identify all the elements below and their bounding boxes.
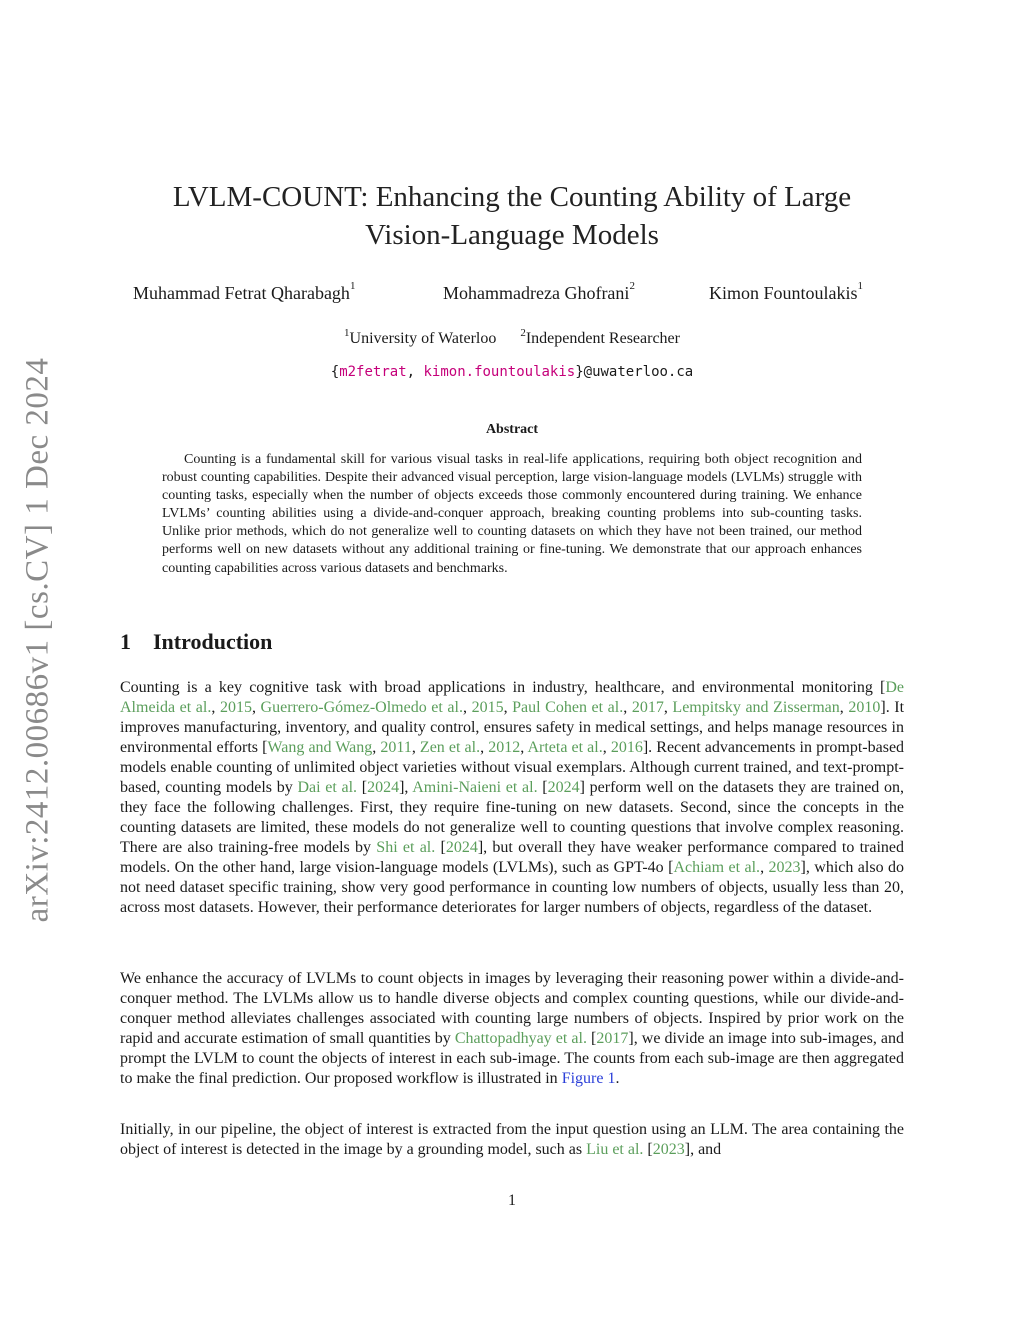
abstract-text: Counting is a fundamental skill for various visual tasks in real-life applications, requiring both object recognition and robust counting capabilities. Despite their advanced visual perception, large vision-language models (LVLMs) struggle with counting tasks, especially when the number of objects exceeds those commonly encountered during training. We enhance LVLMs’ counting abilities using a divide-and-conquer approach, breaking counting problems into sub-counting tasks. Unlike prior methods, which do not generalize well to counting datasets on which they have not been trained, our method performs well on new datasets without any additional training or fine-tuning. We demonstrate that our approach enhances counting capabilities across various datasets and benchmarks. xyxy=(162,452,862,576)
citation-link[interactable]: 2023 xyxy=(652,1141,685,1158)
citation-link[interactable]: 2012 xyxy=(488,739,521,756)
citation-link[interactable]: Guerrero-Gómez-Olmedo et al. xyxy=(260,699,463,716)
citation-link[interactable]: Wang and Wang xyxy=(267,739,373,756)
citation-link[interactable]: 2016 xyxy=(610,739,643,756)
citation-link[interactable]: 2011 xyxy=(380,739,412,756)
citation-link[interactable]: 2024 xyxy=(445,839,478,856)
citation-link[interactable]: Achiam et al. xyxy=(673,859,761,876)
arxiv-id-text: arXiv:2412.00686v1 [cs.CV] 1 Dec 2024 xyxy=(19,357,56,923)
page-number: 1 xyxy=(508,1192,516,1209)
figure-reference-link[interactable]: Figure 1 xyxy=(561,1070,616,1087)
abstract-heading: Abstract xyxy=(485,422,539,437)
citation-link[interactable]: 2017 xyxy=(596,1030,629,1047)
citation-link[interactable]: Dai et al. xyxy=(297,779,358,796)
citation-link[interactable]: Shi et al. xyxy=(376,839,436,856)
affiliations xyxy=(0,327,1024,348)
citation-link[interactable]: 2023 xyxy=(768,859,801,876)
affiliation-2: $^2$Independent Researcher xyxy=(520,327,680,347)
author-emails: {m2fetrat, kimon.fountoulakis}@uwaterloo.ca xyxy=(330,364,694,380)
citation-link[interactable]: 2017 xyxy=(631,699,664,716)
intro-paragraph-2: We enhance the accuracy of LVLMs to count objects in images by leveraging their reasoning power within a divide-and-conquer method. The LVLMs allow us to handle diverse objects and complex counting questions, while our divide-and-conquer method alleviates challenges associated with counting large numbers of objects. Inspired by prior work on the rapid and accurate estimation of small quantities by Chattopadhyay et al. [2017], we divide an image into sub-images, and prompt the LVLM to count the objects of interest in each sub-image. The counts from each sub-image are then aggregated to make the final prediction. Our proposed workflow is illustrated in Figure 1. xyxy=(120,970,905,1087)
paper-title: LVLM-COUNT: Enhancing the Counting Ability of Large Vision-Language Models xyxy=(172,181,852,251)
intro-paragraph-3: Initially, in our pipeline, the object of interest is extracted from the input question using an LLM. The area containing the object of interest is detected in the image by a grounding model, such as Liu et al. [2023], and xyxy=(120,1121,904,1158)
citation-link[interactable]: Paul Cohen et al. xyxy=(512,699,624,716)
citation-link[interactable]: Chattopadhyay et al. xyxy=(454,1030,587,1047)
citation-link[interactable]: Zen et al. xyxy=(419,739,481,756)
author-3: Kimon Fountoulakis$^1$ xyxy=(709,280,864,303)
citation-link[interactable]: Amini-Naieni et al. xyxy=(412,779,538,796)
citation-link[interactable]: 2010 xyxy=(848,699,881,716)
citation-link[interactable]: 2024 xyxy=(367,779,400,796)
email-link-m2fetrat[interactable]: m2fetrat xyxy=(339,364,407,380)
author-2: Mohammadreza Ghofrani$^2$ xyxy=(443,280,635,303)
citation-link[interactable]: 2024 xyxy=(547,779,580,796)
citation-link[interactable]: De Almeida et al. xyxy=(120,679,904,716)
section-heading-introduction: 1 Introduction xyxy=(120,629,273,654)
citation-link[interactable]: Arteta et al. xyxy=(527,739,603,756)
author-1: Muhammad Fetrat Qharabagh$^1$ xyxy=(133,280,356,303)
citation-link[interactable]: Liu et al. xyxy=(586,1141,644,1158)
intro-paragraph-1: Counting is a key cognitive task with broad applications in industry, healthcare, and environmental monitoring [De Almeida et al., 2015, Guerrero-Gómez-Olmedo et al., 2015, Paul Cohen et al., 2017, Lempitsky and Zisserman, 2010]. It improves manufacturing, inventory, and quality control, ensures safety in medical settings, and helps manage resources in environmental efforts [Wang and Wang, 2011, Zen et al., 2012, Arteta et al., 2016]. Recent advancements in prompt-based models enable counting of unlimited object varieties without visual exemplars. Although current trained, and text-prompt-based, counting models by Dai et al. [2024], Amini-Naieni et al. [2024] perform well on the datasets they are trained on, they face the following challenges. First, they require fine-tuning on new datasets. Second, since the concepts in the counting datasets are limited, these models do not generalize well to counting questions that involve complex reasoning. There are also training-free models by Shi et al. [2024], but overall they have weaker performance compared to trained models. On the other hand, large vision-language models (LVLMs), such as GPT-4o [Achiam et al., 2023], which also do not need dataset specific training, show very good performance in counting low numbers of objects, usually less than 20, across most datasets. However, their performance deteriorates for larger numbers of objects, regardless of the dataset. xyxy=(120,679,905,916)
email-link-kimon[interactable]: kimon.fountoulakis xyxy=(423,364,576,380)
citation-link[interactable]: 2015 xyxy=(219,699,252,716)
citation-link[interactable]: Lempitsky and Zisserman xyxy=(672,699,840,716)
citation-link[interactable]: 2015 xyxy=(471,699,504,716)
affiliation-1: $^1$University of Waterloo xyxy=(344,327,497,347)
